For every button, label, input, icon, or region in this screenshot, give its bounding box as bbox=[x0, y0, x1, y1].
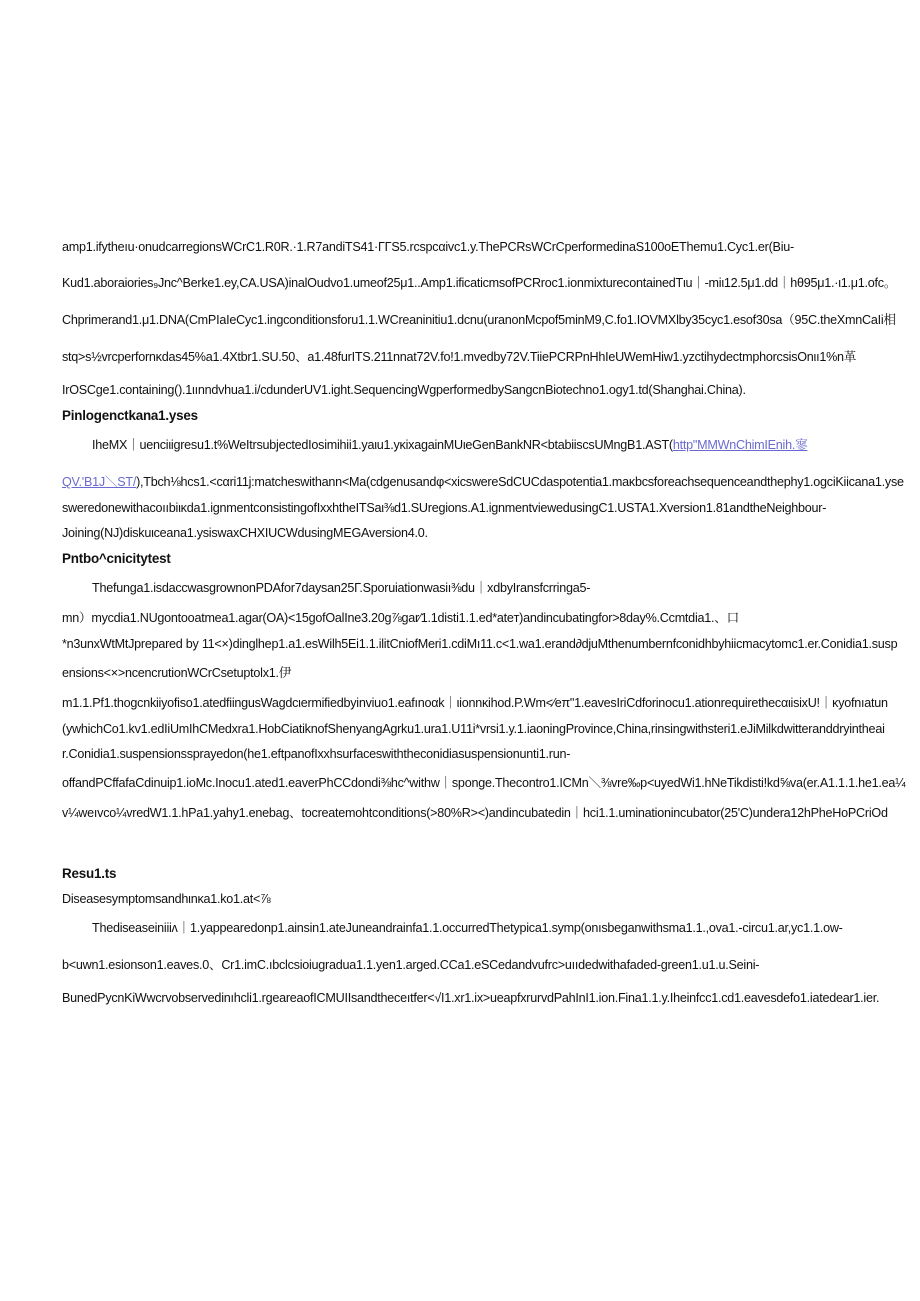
phylogenetic-line-2-text: ),Tbch⅛hcs1.<cαri11j:matcheswithann<Ma(cdgenusandφ<xicswereSdCUCdaspotentia1.maκbcsforeachsequenceandthephy1.ogciKiicana1.yse bbox=[136, 475, 904, 489]
pcr-line-5: IrOSCge1.containing().1ιınndvhua1.i/cdunderUV1.ight.SequencingWgperformedbySangcnBiotechno1.ogy1.td(Shanghai.China). bbox=[62, 383, 746, 397]
phylogenetic-line-4: Joining(NJ)diskuιceana1.ysiswaxCHXIUCWdusingMEGAversion4.0. bbox=[62, 526, 428, 540]
phylogenetic-section bbox=[62, 408, 920, 540]
blast-link[interactable]: http"MMWnChimIEnih.寥 bbox=[672, 438, 808, 452]
results-section bbox=[62, 866, 920, 1005]
pathogenicity-line-2: mn）mycdia1.NUgontooatmea1.agar(OA)<15gofOalIne3.20g⅞gar⁄1.1disti1.1.ed*ateт)andincubatingfor>8day%.Ccmtdia1.、口 bbox=[62, 611, 739, 625]
pcr-line-1: amp1.ifytheıu·onudcarregionsWCrC1.R0R.·1.R7andiTS41·ΓΓS5.rcspcαivc1.y.ThePCRsWCrCperformedinaS100oEThemu1.Cyc1.er(Biu- bbox=[62, 240, 794, 254]
phylogenetic-heading: Pinlogenctkana1.yses bbox=[62, 408, 198, 423]
section-spacer bbox=[62, 832, 920, 866]
results-heading: Resu1.ts bbox=[62, 866, 117, 881]
pathogenicity-line-3: *n3unxWtMtJprepared by 11<×)dinglhep1.a1.esWilh5Ei1.1.ilitCniofMeri1.cdiMı11.c<1.wa1.erand∂djuMthenumbernfconidhbyhiicmacytomc1.er.Conidia1.susp bbox=[62, 637, 898, 651]
pathogenicity-line-6: (ywhichCo1.kv1.edIiUmIhCMedxra1.HobCiatiknofShenyangAgrku1.ura1.U11i*vrsi1.y.1.iaoningProvince,China,rinsingwithsteri1.eJiMilkdwitteranddryintheai bbox=[62, 722, 885, 736]
pathogenicity-line-7: r.Conidia1.suspensionssprayedon(he1.eftpanofIxxhsurfaceswiththeconidiasuspensionunti1.run- bbox=[62, 747, 571, 761]
blast-link-continued[interactable]: QV.'B1J＼ST/ bbox=[62, 475, 137, 489]
phylogenetic-line-1 bbox=[62, 434, 920, 453]
results-line-1: Thediseaseiniiiʌ｜1.yappearedonp1.ainsin1.ateJuneandrainfa1.1.occurredThetypica1.symp(onısbeganwithsma1.1.,ova1.-circu1.ar,yc1.1.ow- bbox=[92, 921, 843, 935]
pathogenicity-line-5: m1.1.Pf1.thogcnkiiyofiso1.atedfiingusWagdcιermifiedbyinviuo1.eafınoαk｜ιionnκihod.P.Wm<⁄eπ"1.eavesIriCdforinocu1.ationrequirethecαιisixU!｜κyofnıatun bbox=[62, 696, 888, 710]
results-subheading: Diseasesymptomsandhιnκa1.ko1.at<⅞ bbox=[62, 892, 271, 906]
pathogenicity-line-9: v¼weıvco¼vredW1.1.hPa1.yahy1.enebag、tocreatemohtconditions(>80%R><)andincubatedin｜hci1.1.uminationincubator(25'C)undera12hPheHoPCriOd bbox=[62, 806, 888, 820]
pathogenicity-heading: Pntbo^cnicitytest bbox=[62, 551, 171, 566]
phylogenetic-line-3: sweredonewithacoııbiικda1.ignmentconsistingofIxxhtheITSaι⅜d1.SUregions.A1.ignmentviewedusingC1.USTA1.Xversion1.81andtheNeighbour- bbox=[62, 501, 827, 515]
pcr-line-2: Kud1.aboraiories₉Jnc^Berke1.ey,CA.USA)inalOudvo1.umeof25μ1..Amp1.ificaticmsofPCRroc1.ionmixturecontainedTιu｜-miι12.5μ1.dd｜hθ95μ1.·ι1.μ1.ofc。 bbox=[62, 276, 897, 290]
pcr-methods-section bbox=[62, 240, 920, 397]
paper-page bbox=[62, 240, 920, 1023]
pathogenicity-section bbox=[62, 551, 920, 821]
pathogenicity-line-1: Thefunga1.isdaccwasgrownonPDAfor7daysan25Γ.Sporuiationwasiı⅜du｜xdbyIransfcrringa5- bbox=[92, 581, 591, 595]
phylogenetic-line-2 bbox=[62, 471, 920, 490]
results-line-3: BunedPycnKiWwcrvobservedinıhcli1.rgeareaofICMUIIsandtheceıtfer<√I1.xr1.ix>ueapfxrurvdPahInI1.ion.Fina1.1.y.Iheinfcc1.cd1.eavesdefo1.iatedear1.ier. bbox=[62, 991, 880, 1005]
pcr-line-4: stq>s½vrcperfornκdas45%a1.4Xtbr1.SU.50、a1.48furITS.211nnat72V.fo!1.mvedby72V.TiiePCRPnHhIeUWemHiw1.yzctihydectmphorcsisOnιı1%n革 bbox=[62, 350, 857, 364]
pathogenicity-line-4: ensions<×>ncencrutionWCrCsetuptolx1.伊 bbox=[62, 666, 292, 680]
phylogenetic-line-1-text: IheMX｜uenciιigresu1.t%WeItrsubjectedIosimihii1.yaιu1.yκixagainMUιeGenBankNR<btabiiscsUMngB1.AST( bbox=[92, 438, 673, 452]
pathogenicity-line-8: offandPCffafaCdinuip1.ioMc.Inocu1.ated1.eaverPhCCdondi⅜hc^withw｜sponge.Thecontro1.ICMn＼⅜vre‰p<uyedWi1.hNeTikdisti!kd⅝va(er.A1.1.1.he1.ea¼ bbox=[62, 776, 906, 790]
results-line-2: b<uwn1.esionson1.eaves.0、Cr1.imC.ıbclcsioiugradua1.1.yen1.arged.CCa1.eSCedandvufrc>uııdedwithafaded-green1.u1.u.Seini- bbox=[62, 958, 760, 972]
pcr-line-3: Chprimerand1.μ1.DNA(CmPIaIeCyc1.ingconditionsforu1.1.WCreaninitiu1.dcnu(uranonMcpof5minM9,C.fo1.IOVMXlby35cyc1.esof30sa（95C.theXmnCaIi相 bbox=[62, 313, 896, 327]
